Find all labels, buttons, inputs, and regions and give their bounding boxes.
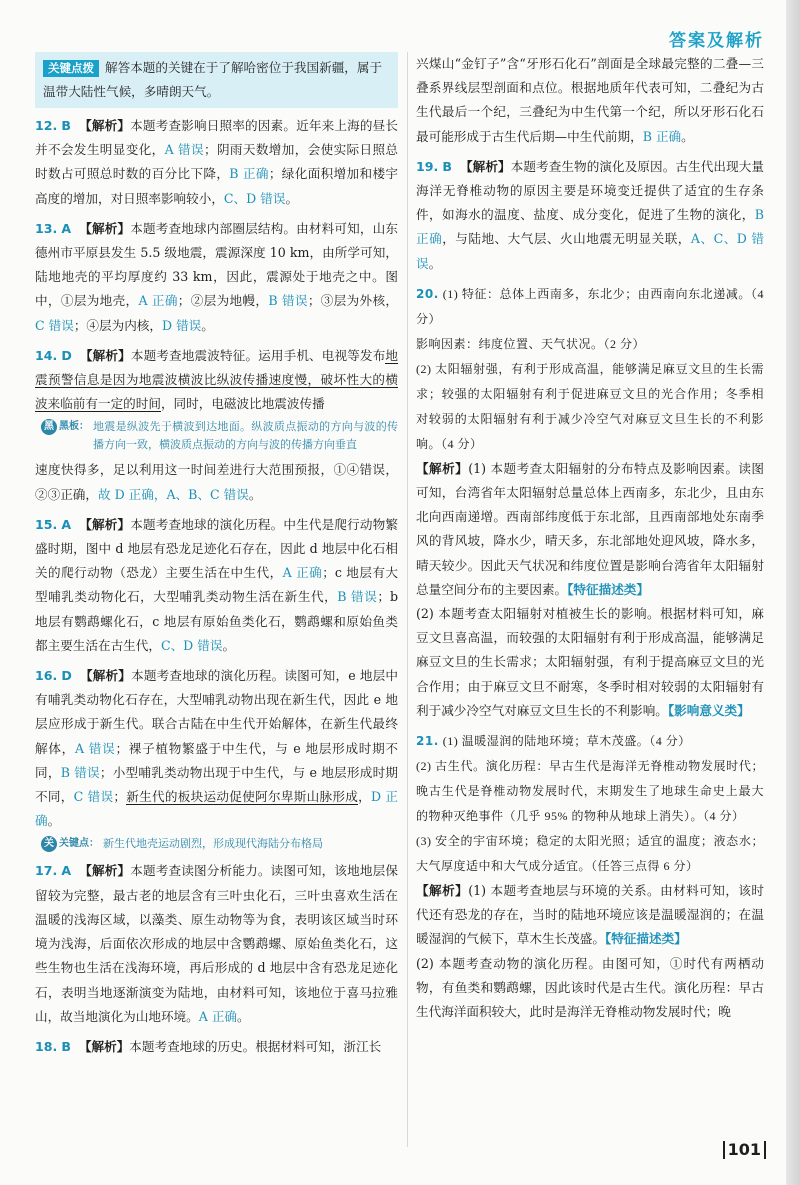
option-judgement: B 正确 [229,166,269,182]
option-judgement: A 错误 [164,142,204,158]
question-number: 15. [35,516,58,532]
option-judgement: D 正确 [35,789,399,829]
option-judgement: B 错误 [337,589,378,605]
explanation-text: 。 [237,1008,250,1024]
analysis-label: 【解析】 [79,863,131,879]
option-judgement: C 错误 [35,317,74,333]
option-judgement: D 错误 [161,317,202,333]
explanation-text: ；小型哺乳类动物出现于中生代，与 e 地层形成时期不同， [35,764,399,805]
option-judgement: A 正确 [138,293,178,309]
underlined-text: 地震预警信息是因为地震波横波比纵波传播速度慢，破坏性大的横波来临前有一定的时间 [35,347,399,412]
explanation-text: 。 [681,128,694,144]
key-point-box [35,52,398,108]
answer-letter: A [61,863,72,879]
analysis-label: 【解析】 [79,220,131,236]
question-number: 19. [416,158,439,174]
explanation-text: 本题考查地球的历史。根据材料可知，浙江长 [129,1038,382,1054]
right-column [416,52,764,1024]
answer-item-20 [416,282,764,723]
left-column [35,52,398,1059]
explanation-text: ；④层为内核， [73,317,162,333]
explanation-text: (2) 本题考查动物的演化历程。由图可知，①时代有两栖动物，有鱼类和鹦鹉螺，因此该时代是古生代。演化历程：早古生代海洋面积较大，此时是海洋无脊椎动物发展时代；晚 [416,955,764,1020]
explanation-text: (1) 本题考查地层与环境的关系。由材料可知，该时代还有恐龙的存在，当时的陆地环境应该是温暖湿润的；在温暖湿润的气候下，草木生长茂盛。 [416,883,765,947]
answer-text: (1) 温暖湿润的陆地环境；草木茂盛。（4 分） [442,734,691,749]
explanation-text: ；阴雨天数增加，会使实际日照总时数占可照总时数的百分比下降， [35,142,399,182]
category-tag: 【影响意义类】 [667,702,750,718]
explanation-text: 。 [201,317,214,333]
reference-answer-3: (2) 太阳辐射强，有利于形成高温，能够满足麻豆文旦的生长需求；较强的太阳辐射有利于促进麻豆文旦的光合作用；冬季相对较弱的太阳辐射有利于减少冷空气对麻豆文旦生长的不利影响。（4 分） [416,361,764,451]
answer-letter: D [61,347,72,363]
explanation-text: 。 [47,813,61,829]
note-badge: 关 关键点： [41,835,99,853]
explanation-text: ； [113,789,126,805]
analysis-label: 【解析】 [416,883,469,899]
explanation-text: 本题考查生物的演化及原因。古生代出现大量海洋无脊椎动物的原因主要是环境变迁提供了适宜的生存条件，如海水的温度、盐度、成分变化，促进了生物的演化， [416,158,765,223]
answer-letter: A [61,516,72,532]
key-point-tag: 关键点拨 [43,60,99,77]
category-tag: 【特征描述类】 [567,581,649,597]
answer-item-16 [35,664,398,853]
option-judgement: C、D 错误 [160,637,223,653]
question-number: 16. [35,668,58,684]
reference-answer-2: (2) 古生代。演化历程：早古生代是海洋无脊椎动物发展时代；晚古生代是脊椎动物发展时代，末期发生了地球生命史上最大的物种灭绝事件（几乎 95% 的物种从地球上消失）。（4 分） [416,759,764,824]
analysis-label: 【解析】 [79,516,131,532]
question-number: 20. [416,286,439,301]
analysis-block-1 [416,457,764,602]
blackboard-note [41,418,398,454]
page-header-title: 答案及解析 [669,31,764,51]
explanation-text: 。 [428,255,442,271]
key-point-text: 解答本题的关键在于了解哈密位于我国新疆，属于温带大陆性气候，多晴朗天气。 [43,60,383,99]
analysis-label: 【解析】 [79,668,132,684]
key-icon: 关 [41,836,57,852]
explanation-text: ；b 地层有鹦鹉螺化石，c 地层有原始鱼类化石，鹦鹉螺和原始鱼类都主要生活在古生代， [35,589,398,653]
reference-answer-1 [416,729,764,754]
explanation-text: ，同时，电磁波比地震波传播 [160,396,325,412]
explanation-text: 。 [285,190,299,206]
header-bar [0,0,800,51]
option-judgement: A 正确 [198,1008,238,1024]
option-judgement: B 正确 [416,207,764,247]
answer-text: (1) 特征：总体上西南多，东北少；由西南向东北递减。（4 分） [416,286,764,326]
explanation-text: 本题考查影响日照率的因素。近年来上海的昼长并不会发生明显变化， [35,118,399,158]
option-judgement: B 正确 [642,128,682,144]
explanation-text: (2) 本题考查太阳辐射对植被生长的影响。根据材料可知，麻豆文旦喜高温，而较强的太阳辐射有利于形成高温，能够满足麻豆文旦的生长需求；太阳辐射强，有利于提高麻豆文旦的光合作用；由于麻豆文旦不耐寒，冬季时相对较弱的太阳辐射有利于减少冷空气对麻豆文旦生长的不利影响。 [416,606,764,718]
explanation-text: ；②层为地幔， [177,293,269,309]
analysis-label: 【解析】 [78,118,131,133]
answer-item-15 [35,513,398,658]
analysis-label: 【解析】 [78,1038,130,1054]
explanation-text: 本题考查读图分析能力。读图可知，该地地层保留较为完整，最古老的地层含有三叶虫化石，三叶虫喜欢生活在温暖的浅海区域，以藻类、原生动物等为食，表明该区域当时环境为浅海，后面依次形成的地层中含鹦鹉螺、原始鱼类化石，这些生物也生活在浅海环境，再后形成的 d 地层中含有恐龙足迹化石，表明当地逐渐演变为陆地，由材料可知，该地位于喜马拉雅山，故当地演化为山地环境。 [35,863,399,1024]
option-judgement: C 错误 [73,789,114,805]
option-judgement: A 错误 [74,740,116,756]
option-judgement: C、D 错误 [223,190,286,206]
answer-letter: D [61,668,72,684]
option-judgement: A 正确 [282,565,323,581]
answer-letter: A [61,220,72,236]
answer-item-12 [35,114,398,211]
answer-letter: B [442,158,452,174]
analysis-block-1 [416,879,764,952]
explanation-text: 本题考查地球内部圈层结构。由材料可知，山东德州市平原县发生 5.5 级地震，震源深度 10 km，由所学可知，陆地地壳的平均厚度约 33 km，因此，震源处于地壳之中。图中，①层为地壳， [35,220,399,309]
explanation-text: 。 [248,486,262,502]
note-badge-label: 黑板 [59,421,79,433]
question-number: 18. [35,1038,58,1054]
explanation-text: ，与陆地、大气层、火山地震无明显关联， [442,231,691,247]
reference-answer-1 [416,282,764,332]
option-judgement: A、C、D 错误 [416,231,765,271]
explanation-text: 速度快得多，足以利用这一时间差进行大范围预报，①④错误，②③正确， [35,462,398,502]
answer-item-18-continued [416,52,764,149]
question-number: 21. [416,734,439,749]
reference-answer-2: 影响因素：纬度位置、天气状况。（2 分） [416,336,646,351]
explanation-text: 。 [222,637,236,653]
explanation-text: ；绿化面积增加和楼宇高度的增加，对日照率影响较小， [35,166,398,206]
key-note [41,835,398,853]
note-badge-label: 关键点 [59,838,89,850]
explanation-text: ；③层为外核， [307,293,399,309]
question-number: 13. [35,220,58,236]
blackboard-icon: 黑 [41,419,57,435]
answer-letter: B [61,118,71,133]
note-text: 地震是纵波先于横波到达地面。纵波质点振动的方向与波的传播方向一致，横波质点振动的方向与波的传播方向垂直 [93,420,398,452]
answer-item-17 [35,859,398,1028]
question-number: 14. [35,347,58,363]
answer-item-18 [35,1035,398,1059]
analysis-label: 【解析】 [79,347,131,363]
answer-item-14 [35,344,398,507]
page-number: 101 [723,1141,766,1159]
explanation-text: ；裸子植物繁盛于中生代，与 e 地层形成时期不同， [35,740,398,780]
option-judgement: B 错误 [268,293,308,309]
note-badge: 黑 黑板： [41,418,89,436]
analysis-block-2 [416,602,764,723]
column-divider [407,52,408,1147]
explanation-text: 本题考查地震波特征。运用手机、电视等发布 [130,347,386,363]
explanation-text: (1) 本题考查太阳辐射的分布特点及影响因素。读图可知，台湾省年太阳辐射总量总体上西南多，东北少，且由东北向西南递增。西南部纬度低于东北部，且西南部地处东南季风的背风坡，降水少，晴天多，东北部地处迎风坡，降水多，晴天较少。因此天气状况和纬度位置是影响台湾省年太阳辐射总量空间分布的主要因素。 [416,460,765,597]
answer-item-21 [416,729,764,1024]
question-number: 17. [35,863,58,879]
explanation-text: 本题考查地球的演化历程。读图可知，e 地层中有哺乳类动物化石存在，大型哺乳动物出现在新生代，因此 e 地层应形成于新生代。联合古陆在中生代开始解体，在新生代最终解体， [35,668,398,756]
note-text: 新生代地壳运动剧烈，形成现代海陆分布格局 [103,837,323,851]
explanation-text: 本题考查地球的演化历程。中生代是爬行动物繁盛时期，图中 d 地层有恐龙足迹化石存在，因此 d 地层中化石相关的爬行动物（恐龙）主要生活在中生代， [35,516,399,581]
explanation-text: ， [358,789,372,805]
question-number: 12. [35,118,58,133]
explanation-text: 兴煤山“金钉子”含“牙形石化石”剖面是全球最完整的二叠—三叠系界线层型剖面和点位。根据地质年代表可知，二叠纪为古生代最后一个纪，三叠纪为中生代第一个纪，所以牙形石化石最可能形成于古生代后期—中生代前期， [416,56,764,144]
option-judgement: B 错误 [60,764,100,780]
page-edge-strip [786,0,800,1185]
option-judgement: 故 D 正确，A、B、C 错误 [97,486,249,502]
explanation-text: ；c 地层有大型哺乳类动物化石，大型哺乳类动物生活在新生代， [35,565,398,605]
answer-item-19 [416,155,764,276]
answer-letter: B [61,1038,71,1054]
reference-answer-3: (3) 安全的宇宙环境；稳定的太阳光照；适宜的温度；液态水；大气厚度适中和大气成分适宜。（任答三点得 6 分） [416,834,764,874]
category-tag: 【特征描述类】 [604,931,687,947]
analysis-label: 【解析】 [459,158,511,174]
underlined-text: 新生代的板块运动促使阿尔卑斯山脉形成 [125,789,359,805]
answer-item-13 [35,217,398,338]
analysis-label: 【解析】 [416,460,469,476]
analysis-block-2 [416,952,764,1025]
